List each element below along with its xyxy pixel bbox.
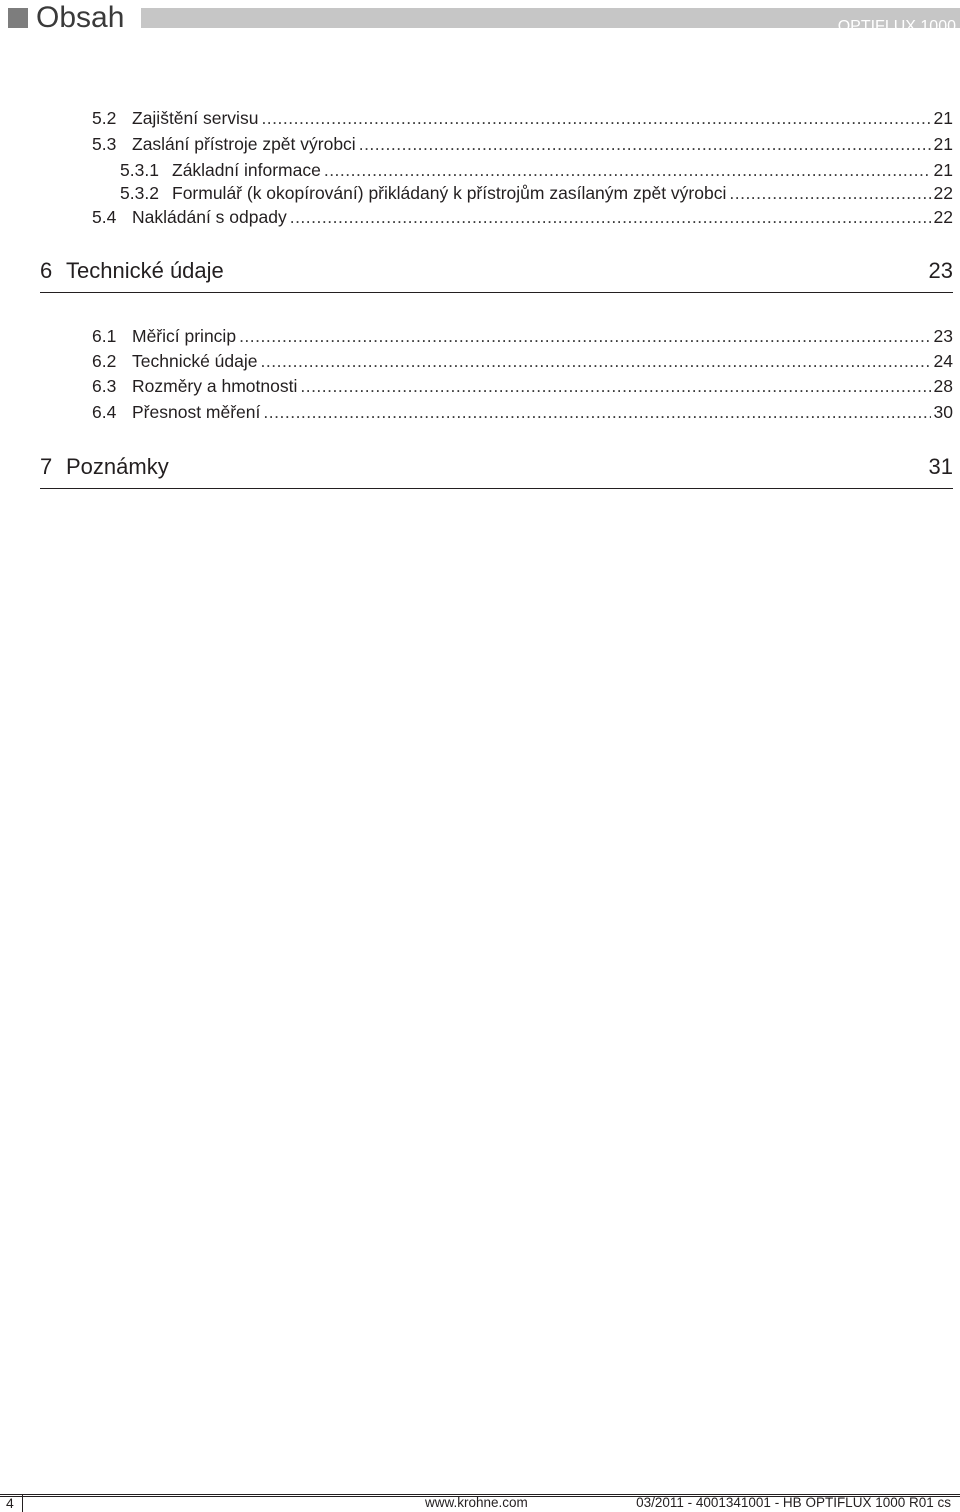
footer-page-divider — [22, 1495, 23, 1512]
toc-entry-number: 6.2 — [92, 351, 117, 371]
toc-leader-dots — [290, 206, 931, 229]
page-title: Obsah — [36, 1, 125, 34]
toc-chapter-title: Technické údaje — [66, 258, 224, 283]
toc-entry-title: Technické údaje — [132, 351, 258, 371]
toc-entry-5-3-1[interactable] — [120, 159, 953, 182]
toc-entry-number: 5.3.1 — [120, 160, 159, 180]
footer-website: www.krohne.com — [425, 1495, 528, 1510]
toc-entry-5-4[interactable] — [92, 206, 953, 229]
toc-entry-page: 21 — [933, 108, 953, 128]
toc-entry-page: 21 — [933, 134, 953, 154]
toc-entry-title: Základní informace — [172, 160, 321, 180]
toc-entry-6-2[interactable] — [92, 350, 953, 373]
toc-entry-number: 5.3.2 — [120, 183, 159, 203]
toc-entry-number: 6.3 — [92, 376, 117, 396]
toc-chapter-6[interactable] — [40, 257, 953, 285]
toc-entry-number: 6.4 — [92, 402, 117, 422]
chapter-divider — [40, 292, 953, 293]
toc-entry-title: Nakládání s odpady — [132, 207, 287, 227]
table-of-contents — [0, 0, 960, 520]
toc-entry-title: Rozměry a hmotnosti — [132, 376, 298, 396]
toc-chapter-number: 6 — [40, 258, 53, 283]
toc-chapter-7[interactable] — [40, 453, 953, 481]
footer-page-number: 4 — [6, 1495, 14, 1511]
toc-entry-page: 28 — [933, 376, 953, 396]
toc-leader-dots — [359, 133, 931, 156]
product-name: OPTIFLUX 1000 — [837, 18, 956, 35]
toc-entry-title: Měřicí princip — [132, 326, 237, 346]
toc-entry-title: Zaslání přístroje zpět výrobci — [132, 134, 356, 154]
toc-entry-number: 5.4 — [92, 207, 117, 227]
toc-chapter-page: 31 — [928, 454, 953, 479]
toc-chapter-number: 7 — [40, 454, 53, 479]
toc-leader-dots — [729, 182, 930, 205]
toc-entry-page: 23 — [933, 326, 953, 346]
toc-entry-6-3[interactable] — [92, 375, 953, 398]
toc-chapter-page: 23 — [928, 258, 953, 283]
toc-chapter-title: Poznámky — [66, 454, 169, 479]
toc-leader-dots — [261, 107, 930, 130]
toc-entry-page: 22 — [933, 207, 953, 227]
toc-entry-page: 21 — [933, 160, 953, 180]
toc-entry-number: 5.3 — [92, 134, 117, 154]
toc-entry-title: Zajištění servisu — [132, 108, 259, 128]
toc-entry-6-4[interactable] — [92, 401, 953, 424]
toc-entry-page: 24 — [933, 351, 953, 371]
toc-entry-6-1[interactable] — [92, 325, 953, 348]
footer-document-id: 03/2011 - 4001341001 - HB OPTIFLUX 1000 R01 cs — [636, 1495, 951, 1510]
toc-leader-dots — [263, 401, 930, 424]
toc-entry-5-3[interactable] — [92, 133, 953, 156]
toc-entry-page: 22 — [933, 183, 953, 203]
toc-leader-dots — [300, 375, 930, 398]
toc-entry-title: Přesnost měření — [132, 402, 261, 422]
toc-entry-number: 6.1 — [92, 326, 117, 346]
toc-leader-dots — [239, 325, 930, 348]
toc-entry-page: 30 — [933, 402, 953, 422]
toc-entry-number: 5.2 — [92, 108, 117, 128]
toc-entry-5-2[interactable] — [92, 107, 953, 130]
chapter-divider — [40, 488, 953, 489]
toc-leader-dots — [324, 159, 931, 182]
toc-entry-title: Formulář (k okopírování) přikládaný k přístrojům zasílaným zpět výrobci — [172, 183, 727, 203]
toc-leader-dots — [261, 350, 931, 373]
toc-entry-5-3-2[interactable] — [120, 182, 953, 205]
